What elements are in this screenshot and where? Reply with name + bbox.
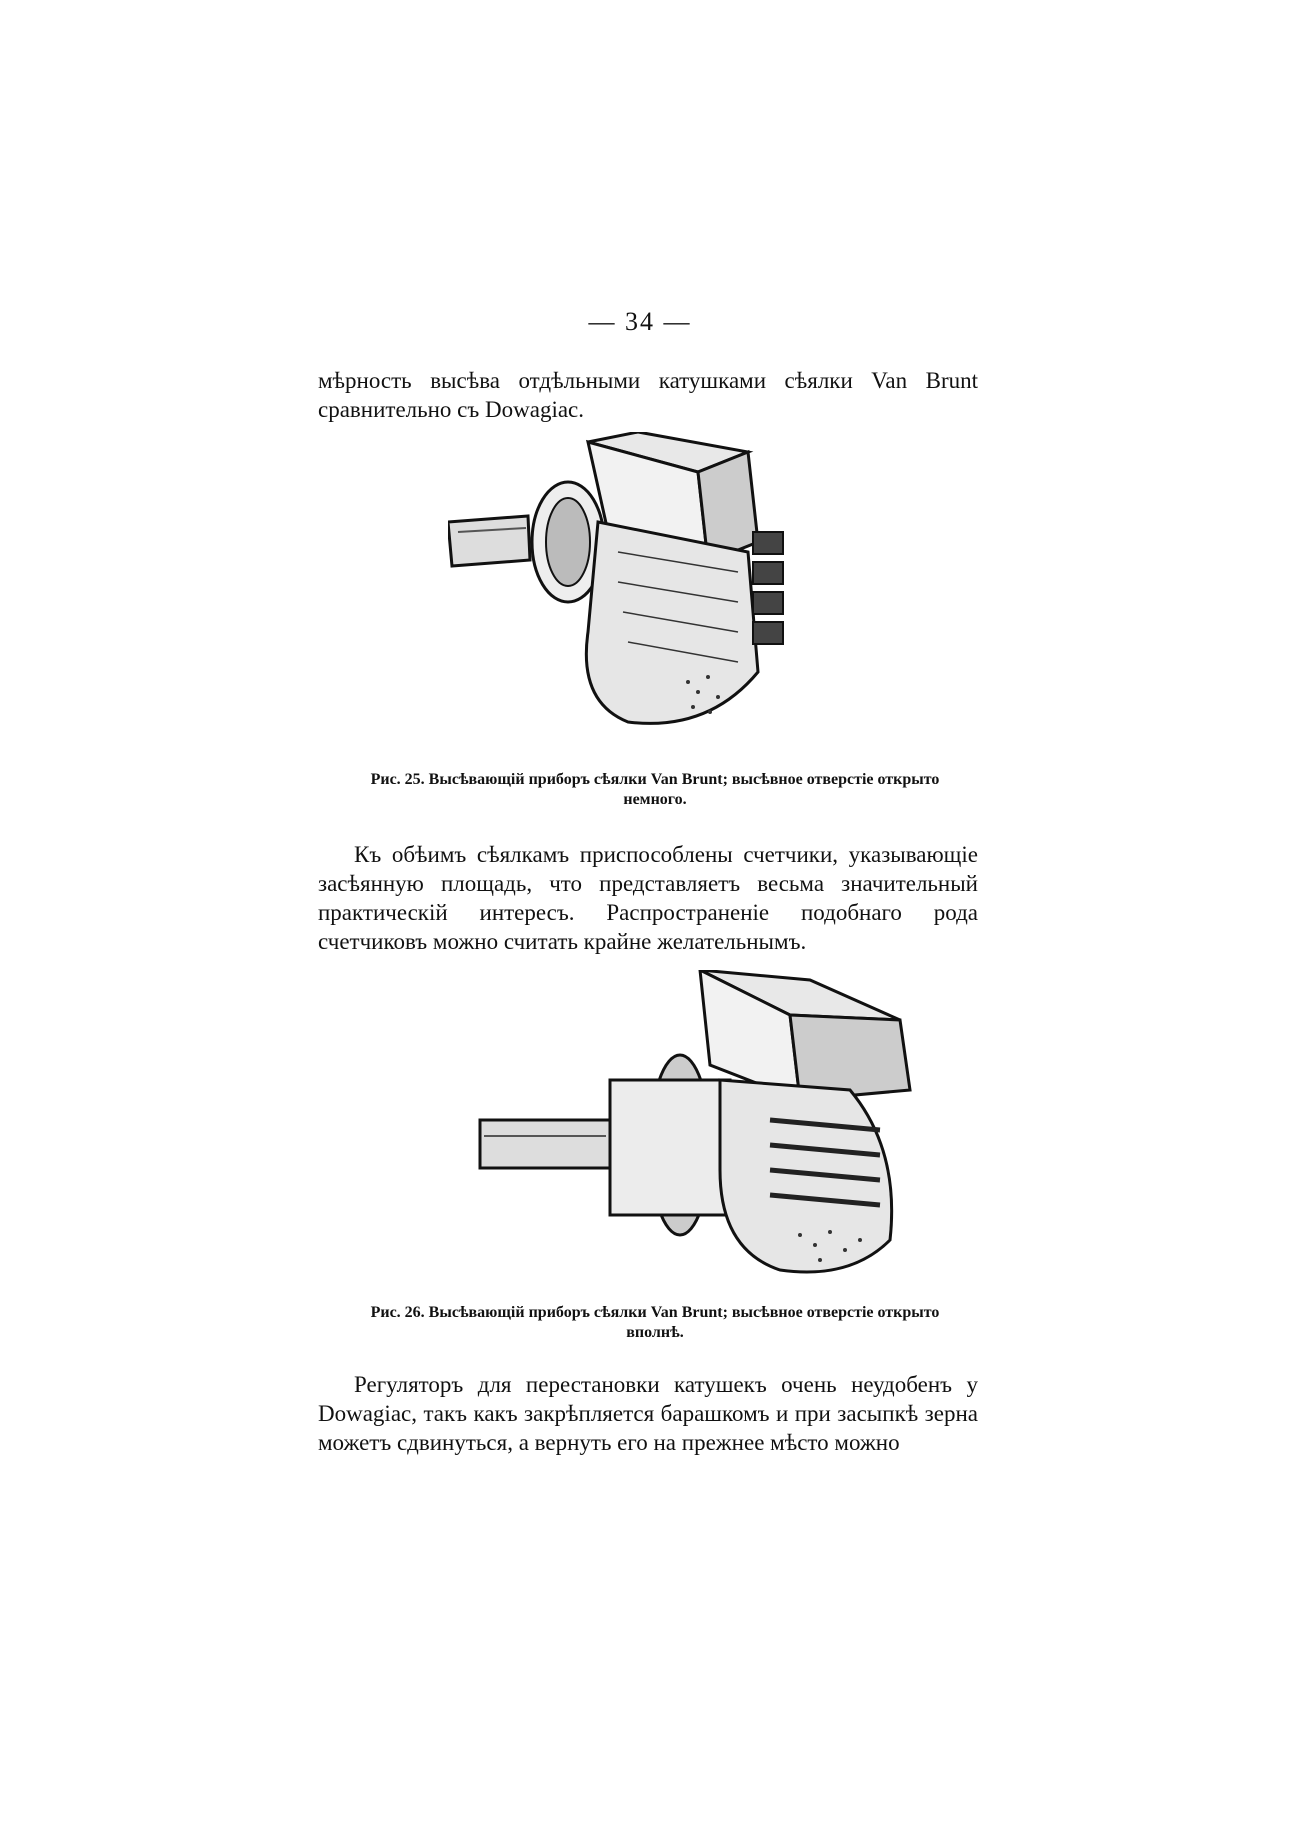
figure-25 bbox=[448, 432, 868, 752]
figure-caption-25: Рис. 25. Высѣвающій приборъ сѣялки Van Brunt; высѣвное отверстіе открыто немного. bbox=[370, 771, 940, 808]
paragraph-2: Къ обѣимъ сѣялкамъ приспособлены счетчики, указывающіе засѣянную площадь, что представляетъ весьма значительный практическій интересъ. Распространеніе подобнаго рода счетчиковъ можно считать крайне желательнымъ. bbox=[318, 842, 978, 954]
seed-drill-mechanism-icon bbox=[448, 432, 868, 752]
paragraph-3: Регуляторъ для перестановки катушекъ очень неудобенъ у Dowagiac, такъ какъ закрѣпляется барашкомъ и при засыпкѣ зерна можетъ сдвинуться, а вернуть его на прежнее мѣсто можно bbox=[318, 1372, 978, 1455]
figure-26 bbox=[470, 970, 920, 1288]
figure-caption-26: Рис. 26. Высѣвающій приборъ сѣялки Van Brunt; высѣвное отверстіе открыто вполнѣ. bbox=[370, 1304, 940, 1341]
paragraph-1: мѣрность высѣва отдѣльными катушками сѣялки Van Brunt сравнительно съ Dowagiac. bbox=[318, 368, 978, 422]
page-number: — 34 — bbox=[588, 307, 692, 336]
seed-drill-mechanism-icon bbox=[470, 970, 920, 1288]
